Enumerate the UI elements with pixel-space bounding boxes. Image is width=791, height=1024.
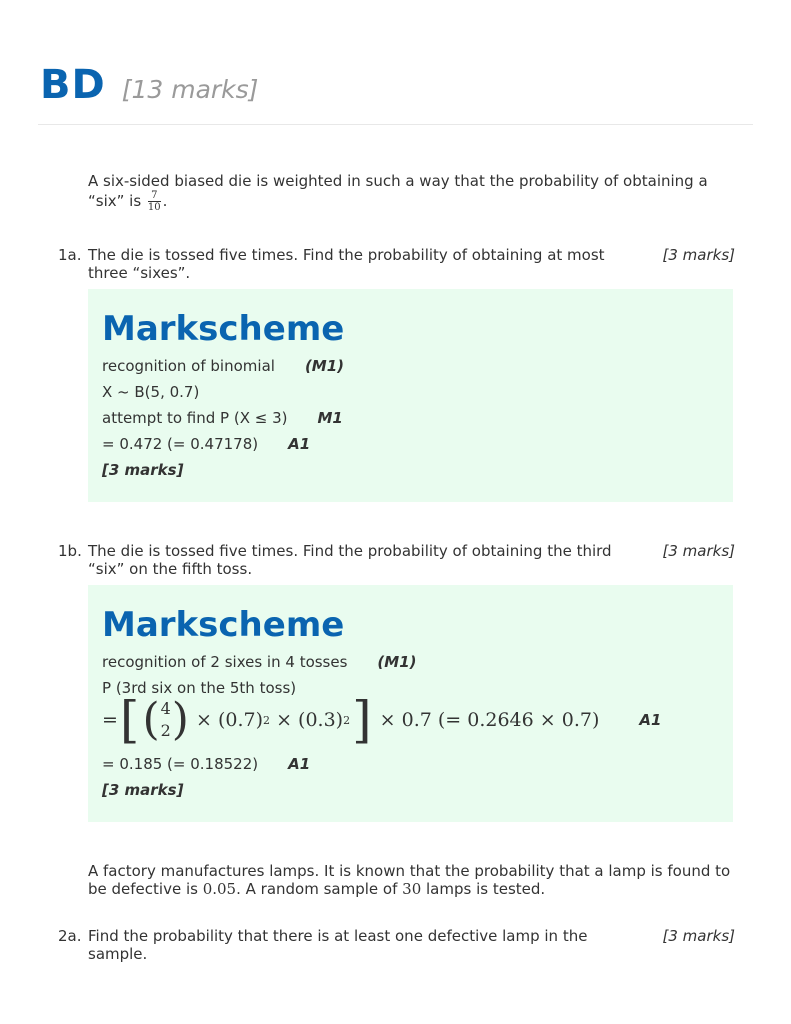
intro-die: A six-sided biased die is weighted in such a way that the probability of obtaining a “six” is $\frac{7}{10}$ .: [88, 172, 708, 213]
award-code: A1: [288, 435, 311, 453]
section-title: BD: [40, 62, 106, 108]
award-code: M1: [317, 409, 343, 427]
markscheme-1a: [88, 289, 733, 502]
award-code: A1: [288, 755, 311, 773]
markscheme-line: attempt to find P (X ≤ 3) M1: [102, 409, 343, 427]
question-text: The die is tossed five times. Find the probability of obtaining the third “six” on the fifth toss.: [88, 542, 612, 578]
question-marks: [3 marks]: [662, 246, 735, 264]
question-number: 2a.: [58, 927, 82, 945]
markscheme-line: recognition of binomial (M1): [102, 357, 345, 375]
award-code: A1: [639, 711, 662, 729]
intro-lamps: A factory manufactures lamps. It is known that the probability that a lamp is found to be defective is 0.05. A random sample of 30 lamps is tested.: [88, 862, 731, 898]
markscheme-1b: [88, 585, 733, 822]
question-text: Find the probability that there is at least one defective lamp in the sample.: [88, 927, 588, 963]
markscheme-line: P (3rd six on the 5th toss): [102, 679, 297, 697]
markscheme-total: [3 marks]: [102, 461, 184, 479]
binomial-coefficient: 4 2: [160, 699, 171, 740]
question-number: 1b.: [58, 542, 82, 560]
section-marks: [13 marks]: [121, 75, 259, 104]
right-bracket: ]: [352, 691, 372, 749]
question-marks: [3 marks]: [662, 927, 735, 945]
fraction: $\frac{7}{10}$: [147, 190, 161, 213]
markscheme-line: = 0.185 (= 0.18522) A1: [102, 755, 311, 773]
markscheme-line: = 0.472 (= 0.47178) A1: [102, 435, 311, 453]
markscheme-title: Markscheme: [102, 309, 345, 349]
question-marks: [3 marks]: [662, 542, 735, 560]
markscheme-total: [3 marks]: [102, 781, 184, 799]
left-bracket: [: [119, 691, 140, 749]
binomial-equation: = [ ( 4 2 ) × (0.7) 2 × (0.3) 2 ] × 0.7 (= 0.2646 × 0.7) A1: [102, 691, 662, 749]
award-code: (M1): [377, 653, 417, 671]
question-text: The die is tossed five times. Find the probability of obtaining at most three “sixes”.: [88, 246, 605, 282]
markscheme-line: recognition of 2 sixes in 4 tosses (M1): [102, 653, 417, 671]
question-number: 1a.: [58, 246, 82, 264]
award-code: (M1): [304, 357, 345, 375]
markscheme-title: Markscheme: [102, 605, 345, 645]
header-divider: [38, 124, 753, 125]
markscheme-line: X ~ B(5, 0.7): [102, 383, 200, 401]
section-header: [40, 62, 258, 108]
